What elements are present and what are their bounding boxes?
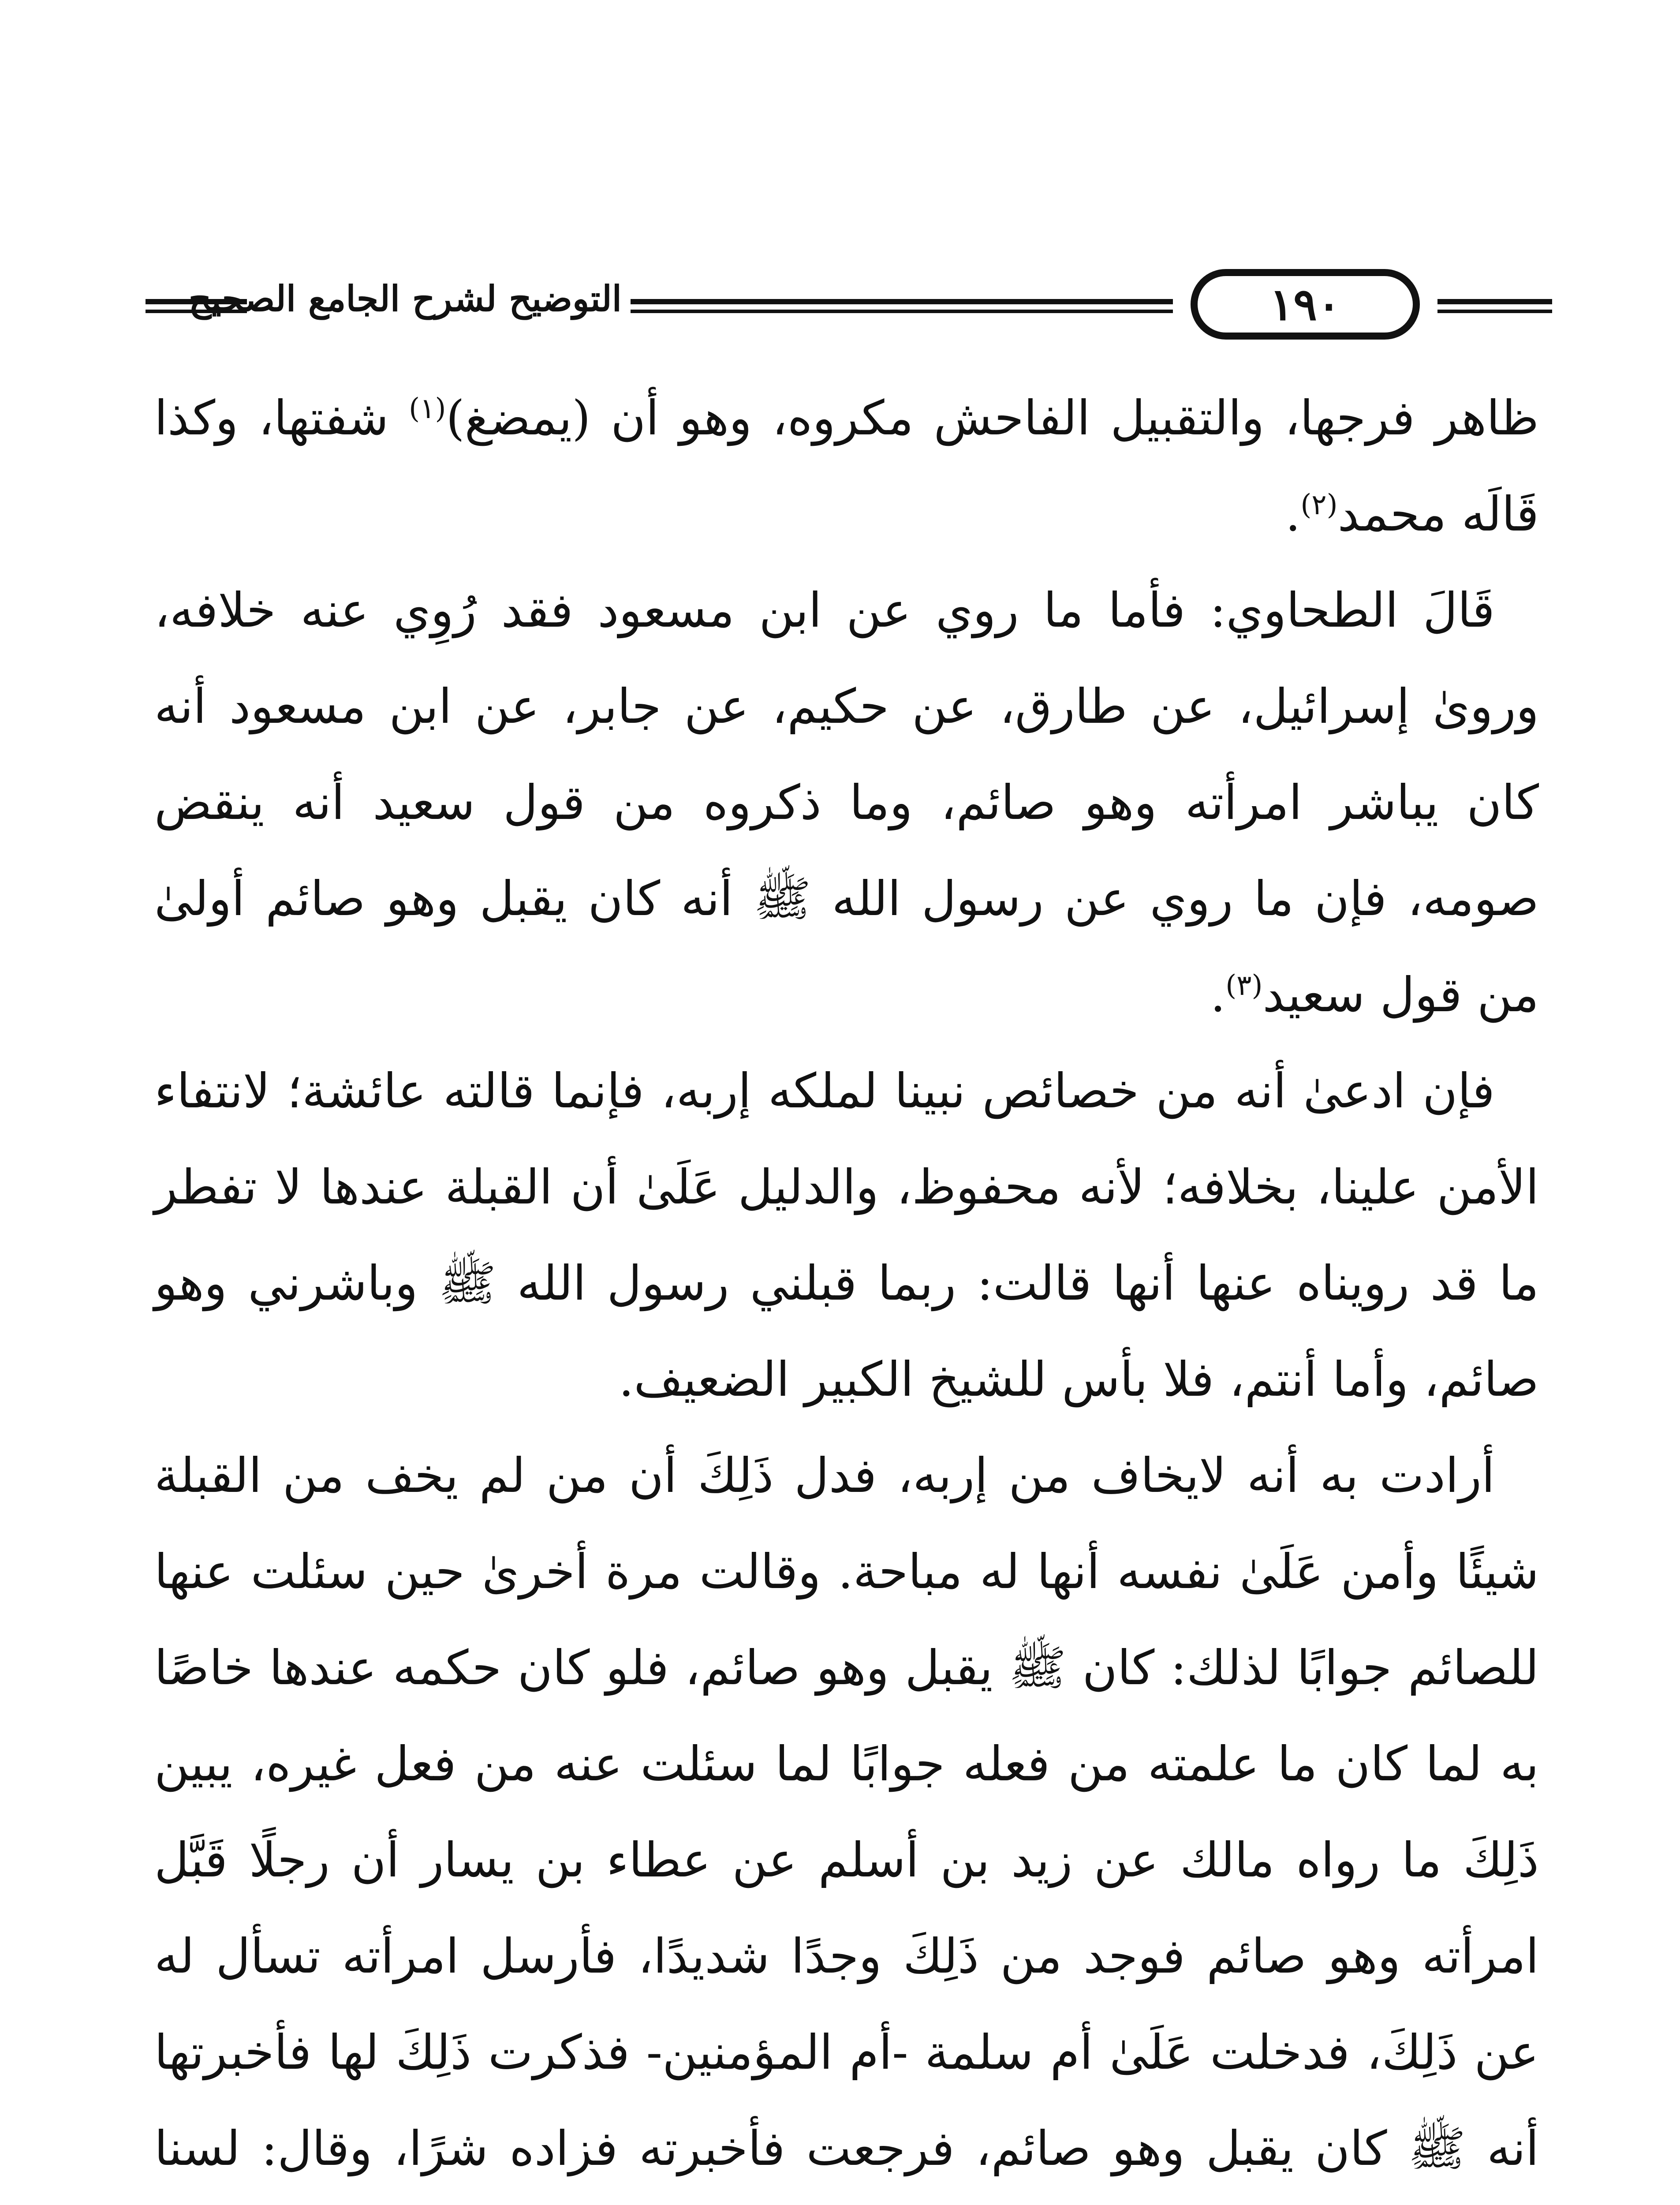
paragraph-2 <box>154 563 1539 1043</box>
main-text <box>154 370 1539 2205</box>
page-header <box>146 260 1552 348</box>
page-number-text: ١٩٠ <box>1269 278 1341 330</box>
paragraph-2-text: قَالَ الطحاوي: فأما ما روي عن ابن مسعود فقد رُوِي عنه خلافه، وروىٰ إسرائيل، عن طارق، عن حكيم، عن جابر، عن ابن مسعود أنه كان يباشر امرأته وهو صائم، وما ذكروه من قول سعيد أنه ينقض صومه، فإن ما روي عن رسول الله ﷺ أنه كان يقبل وهو صائم أولىٰ من قول سعيد <box>154 583 1539 1023</box>
paragraph-1 <box>154 370 1539 563</box>
footnote-ref-2: (٢) <box>1300 489 1338 521</box>
footnote-ref-3: (٣) <box>1225 969 1263 1002</box>
paragraph-1-text-b: شفتها، وكذا قَالَه محمد <box>154 391 1539 542</box>
footnote-ref-1: (١) <box>409 392 446 425</box>
paragraph-1-end: . <box>1285 487 1301 542</box>
paragraph-1-text-a: ظاهر فرجها، والتقبيل الفاحش مكروه، وهو أن (يمضغ) <box>446 391 1539 446</box>
paragraph-4: أرادت به أنه لايخاف من إربه، فدل ذَلِكَ أن من لم يخف من القبلة شيئًا وأمن عَلَىٰ نفسه أنها له مباحة. وقالت مرة أخرىٰ حين سئلت عنها للصائم جوابًا لذلك: كان ﷺ يقبل وهو صائم، فلو كان حكمه عندها خاصًا به لما كان ما علمته من فعله جوابًا لما سئلت عنه من فعل غيره، يبين ذَلِكَ ما رواه مالك عن زيد بن أسلم عن عطاء بن يسار أن رجلًا قَبَّل امرأته وهو صائم فوجد من ذَلِكَ وجدًا شديدًا، فأرسل امرأته تسأل له عن ذَلِكَ، فدخلت عَلَىٰ أم سلمة -أم المؤمنين- فذكرت ذَلِكَ لها فأخبرتها أنه ﷺ كان يقبل وهو صائم، فرجعت فأخبرته فزاده شرًا، وقال: لسنا <box>154 1448 1539 2176</box>
header-rule-middle <box>631 296 1173 314</box>
paragraph-3: فإن ادعىٰ أنه من خصائص نبينا لملكه إربه، فإنما قالته عائشة؛ لانتفاء الأمن علينا، بخلافه؛ لأنه محفوظ، والدليل عَلَىٰ أن القبلة عندها لا تفطر ما قد رويناه عنها أنها قالت: ربما قبلني رسول الله ﷺ وباشرني وهو صائم، وأما أنتم، فلا بأس للشيخ الكبير الضعيف. <box>154 1064 1539 1407</box>
page-number <box>1191 269 1420 340</box>
header-rule-right <box>1437 296 1552 314</box>
paragraph-2-end: . <box>1210 968 1226 1023</box>
running-title: التوضيح لشرح الجامع الصحيح <box>188 278 622 319</box>
